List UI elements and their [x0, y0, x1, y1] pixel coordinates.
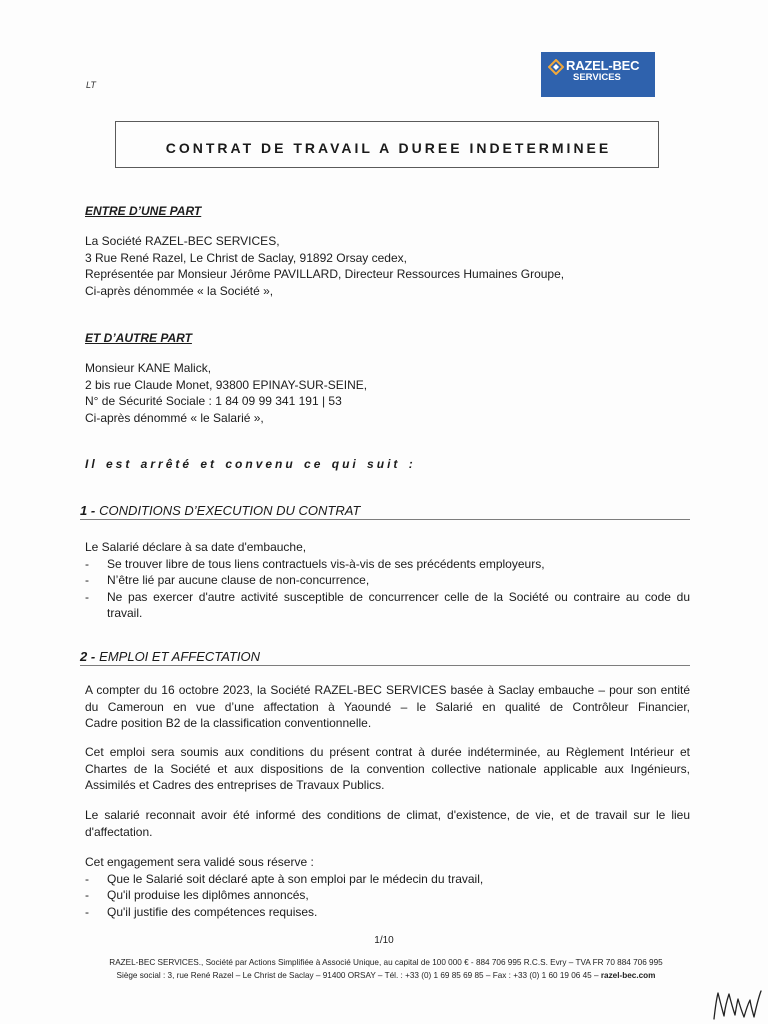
footer-company-line: RAZEL-BEC SERVICES., Société par Actions Simplifiée à Associé Unique, au capital de 100 000 € - 884 706 995 R.C.S. Evry – TVA FR 70 884 706 995 [109, 958, 663, 967]
bullet-item [85, 556, 690, 573]
paragraph [85, 807, 690, 840]
bullet-dash: - [85, 871, 89, 886]
bullet-item [85, 904, 690, 921]
conditions-list [85, 854, 690, 920]
list-intro: Cet engagement sera validé sous réserve : [85, 855, 314, 869]
text-line: A compter du 16 octobre 2023, la Société RAZEL-BEC SERVICES basée à Saclay embauche – pour son entité [85, 683, 690, 697]
section-number: 2 - [80, 649, 96, 664]
text-line: Cet emploi sera soumis aux conditions du présent contrat à durée indéterminée, au Règlement Intérieur et [85, 745, 690, 759]
text-line: Ci-après dénommé « le Salarié », [85, 410, 264, 425]
bullet-item [85, 572, 690, 589]
text-line: Représentée par Monsieur Jérôme PAVILLARD, Directeur Ressources Humaines Groupe, [85, 267, 565, 282]
party-2-block [85, 360, 367, 426]
initials-mark: LT [86, 80, 96, 90]
bullet-text: Ne pas exercer d'autre activité susceptible de concurrencer celle de la Société ou contraire au code du [107, 589, 690, 604]
paragraph [85, 744, 690, 794]
text-line: Assimilés et Cadres des entreprises de Travaux Publics. [85, 778, 385, 793]
company-logo [541, 52, 655, 97]
logo-name: RAZEL-BEC [566, 58, 640, 73]
bullet-dash: - [85, 556, 89, 571]
section-title: CONDITIONS D’EXECUTION DU CONTRAT [99, 503, 361, 518]
bullet-dash: - [85, 589, 89, 604]
party-1-heading: ENTRE D’UNE PART [85, 204, 202, 218]
preamble: Il est arrêté et convenu ce qui suit : [85, 457, 416, 471]
logo-subtitle: SERVICES [573, 72, 621, 83]
signature [711, 988, 763, 1022]
text-line: du Cameroun en vue d’une affectation à Yaoundé – le Salarié en qualité de Contrôleur Financier, [85, 699, 690, 714]
footer-address: Siège social : 3, rue René Razel – Le Christ de Saclay – 91400 ORSAY – Tél. : +33 (0) 1 69 85 69 85 – Fax : +33 (0) 1 60 19 06 45 – [116, 971, 601, 980]
text-line: Chartes de la Société et aux dispositions de la convention collective nationale applicable aux Ingénieurs, [85, 761, 690, 776]
bullet-item [85, 887, 690, 904]
bullet-text: travail. [107, 606, 143, 621]
text-line: 2 bis rue Claude Monet, 93800 EPINAY-SUR-SEINE, [85, 377, 368, 392]
bullet-text: Que le Salarié soit déclaré apte à son emploi par le médecin du travail, [107, 871, 484, 886]
bullet-text: Se trouver libre de tous liens contractuels vis-à-vis de ses précédents employeurs, [107, 556, 545, 571]
page-number: 1/10 [374, 935, 394, 946]
title-box [115, 121, 659, 168]
footer-address-line [36, 969, 736, 982]
bullet-text: Qu'il justifie des compétences requises. [107, 904, 318, 919]
bullet-item [85, 871, 690, 888]
text-line: 3 Rue René Razel, Le Christ de Saclay, 91892 Orsay cedex, [85, 250, 407, 265]
document-title: CONTRAT DE TRAVAIL A DUREE INDETERMINEE [165, 140, 612, 156]
footer-website: razel-bec.com [600, 971, 656, 980]
section-2-heading [80, 649, 260, 666]
bullet-dash: - [85, 573, 89, 588]
section-divider [80, 665, 690, 666]
bullet-dash: - [85, 904, 89, 919]
section-intro: Le Salarié déclare à sa date d'embauche, [85, 540, 307, 554]
party-2-heading: ET D’AUTRE PART [85, 331, 192, 345]
text-line: d'affectation. [85, 824, 153, 839]
text-line: Cadre position B2 de la classification conventionnelle. [85, 716, 372, 731]
text-line: Le salarié reconnait avoir été informé des conditions de climat, d'existence, de vie, et de travail sur le lieu [85, 808, 690, 822]
text-line: N° de Sécurité Sociale : 1 84 09 99 341 191 | 53 [85, 394, 342, 409]
bullet-text: N’être lié par aucune clause de non-concurrence, [107, 573, 370, 588]
section-title: EMPLOI ET AFFECTATION [99, 649, 260, 664]
section-number: 1 - [80, 503, 96, 518]
text-line: La Société RAZEL-BEC SERVICES, [85, 234, 280, 248]
text-line: Ci-après dénommée « la Société », [85, 283, 274, 298]
bullet-item [85, 589, 690, 622]
paragraph [85, 682, 690, 732]
section-divider [80, 519, 690, 520]
footer [36, 956, 736, 982]
bullet-dash: - [85, 888, 89, 903]
section-1-heading [80, 503, 360, 520]
party-1-block [85, 233, 564, 299]
section-1-body [85, 539, 690, 622]
diamond-icon [548, 59, 564, 75]
bullet-text: Qu'il produise les diplômes annoncés, [107, 888, 309, 903]
text-line: Monsieur KANE Malick, [85, 361, 212, 375]
